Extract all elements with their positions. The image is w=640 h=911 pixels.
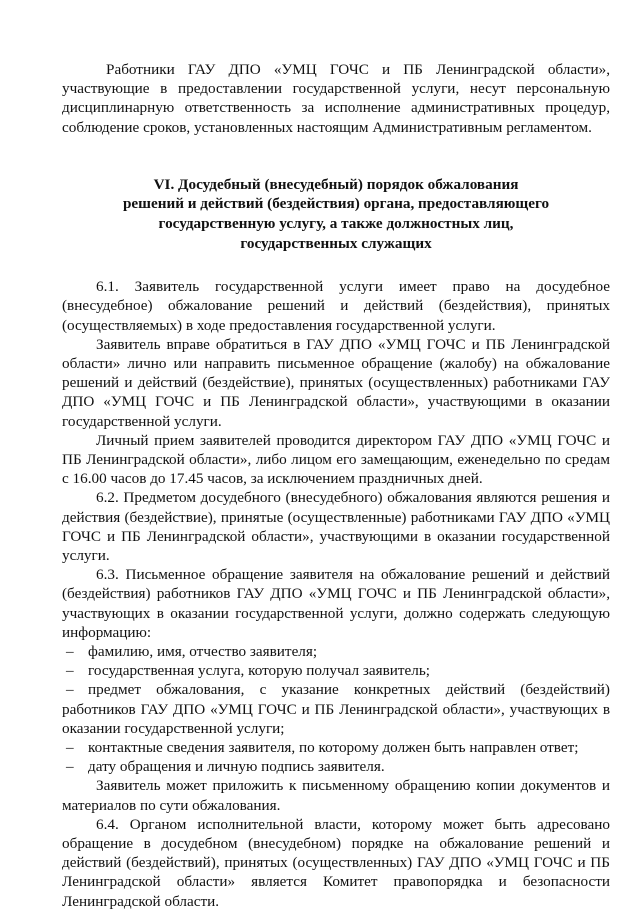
paragraph-appeal-right: Заявитель вправе обратиться в ГАУ ДПО «УМЦ ГОЧС и ПБ Ленинградской области» лично или направить письменное обращение (жалобу) на обжалование решений и действий (бездействие), принятых (осуществленных) работниками ГАУ ДПО «УМЦ ГОЧС и ПБ Ленинградской области», участвующими в оказании государственной услуги. bbox=[62, 335, 610, 430]
dash-marker: – bbox=[66, 662, 74, 680]
paragraph-personal-reception: Личный прием заявителей проводится директором ГАУ ДПО «УМЦ ГОЧС и ПБ Ленинградской области», либо лицом его замещающим, еженедельно по средам с 16.00 часов до 17.45 часов, за исключением праздничных дней. bbox=[62, 431, 610, 488]
dash-marker: – bbox=[66, 643, 74, 661]
required-info-list bbox=[62, 642, 610, 776]
dash-marker: – bbox=[66, 739, 74, 757]
list-item bbox=[62, 680, 610, 738]
list-item bbox=[62, 642, 610, 661]
document-page bbox=[62, 60, 610, 911]
list-item-text: дату обращения и личную подпись заявителя. bbox=[88, 758, 385, 776]
paragraph-6-3: 6.3. Письменное обращение заявителя на обжалование решений и действий (бездействия) работников ГАУ ДПО «УМЦ ГОЧС и ПБ Ленинградской области», участвующих в оказании государственной услуги, должно содержать следующую информацию: bbox=[62, 566, 610, 641]
list-item-text: государственная услуга, которую получал заявитель; bbox=[88, 662, 430, 680]
paragraph-6-1: 6.1. Заявитель государственной услуги имеет право на досудебное (внесудебное) обжалование решений и действий (бездействия), принятых (осуществляемых) в ходе предоставления государственной услуги. bbox=[62, 278, 610, 334]
intro-paragraph: Работники ГАУ ДПО «УМЦ ГОЧС и ПБ Ленинградской области», участвующие в предоставлении государственной услуги, несут персональную дисциплинарную ответственность за исполнение административных процедур, соблюдение сроков, установленных настоящим Административным регламентом. bbox=[62, 61, 610, 136]
section-heading-line: государственных служащих bbox=[240, 234, 432, 252]
paragraph-attachments: Заявитель может приложить к письменному обращению копии документов и материалов по сути обжалования. bbox=[62, 777, 610, 814]
section-heading bbox=[62, 175, 610, 253]
section-heading-line: VI. Досудебный (внесудебный) порядок обжалования bbox=[153, 175, 519, 193]
section-heading-line: решений и действий (бездействия) органа, предоставляющего bbox=[122, 195, 550, 213]
paragraph-6-2: 6.2. Предметом досудебного (внесудебного) обжалования являются решения и действия (бездействие), принятые (осуществленные) работниками ГАУ ДПО «УМЦ ГОЧС и ПБ Ленинградской области», участвующими в оказании государственной услуги. bbox=[62, 489, 610, 565]
list-item bbox=[62, 757, 610, 776]
list-item-text: контактные сведения заявителя, по которому должен быть направлен ответ; bbox=[88, 739, 579, 757]
section-heading-line: государственную услугу, а также должностных лиц, bbox=[158, 215, 514, 232]
dash-marker: – bbox=[66, 758, 74, 776]
dash-marker: – bbox=[66, 681, 74, 699]
paragraph-6-4: 6.4. Органом исполнительной власти, которому может быть адресовано обращение в досудебном (внесудебном) порядке на обжалование решений и действий (бездействий), принятых (осуществленных) ГАУ ДПО «УМЦ ГОЧС и ПБ Ленинградской области» является Комитет правопорядка и безопасности Ленинградской области. bbox=[62, 815, 610, 910]
list-item bbox=[62, 661, 610, 680]
list-item bbox=[62, 738, 610, 757]
list-item-text: фамилию, имя, отчество заявителя; bbox=[88, 643, 318, 661]
list-item-text: предмет обжалования, с указание конкретных действий (бездействий) работников ГАУ ДПО «УМЦ ГОЧС и ПБ Ленинградской области», участвующих в оказании государственной услуги; bbox=[62, 681, 610, 737]
